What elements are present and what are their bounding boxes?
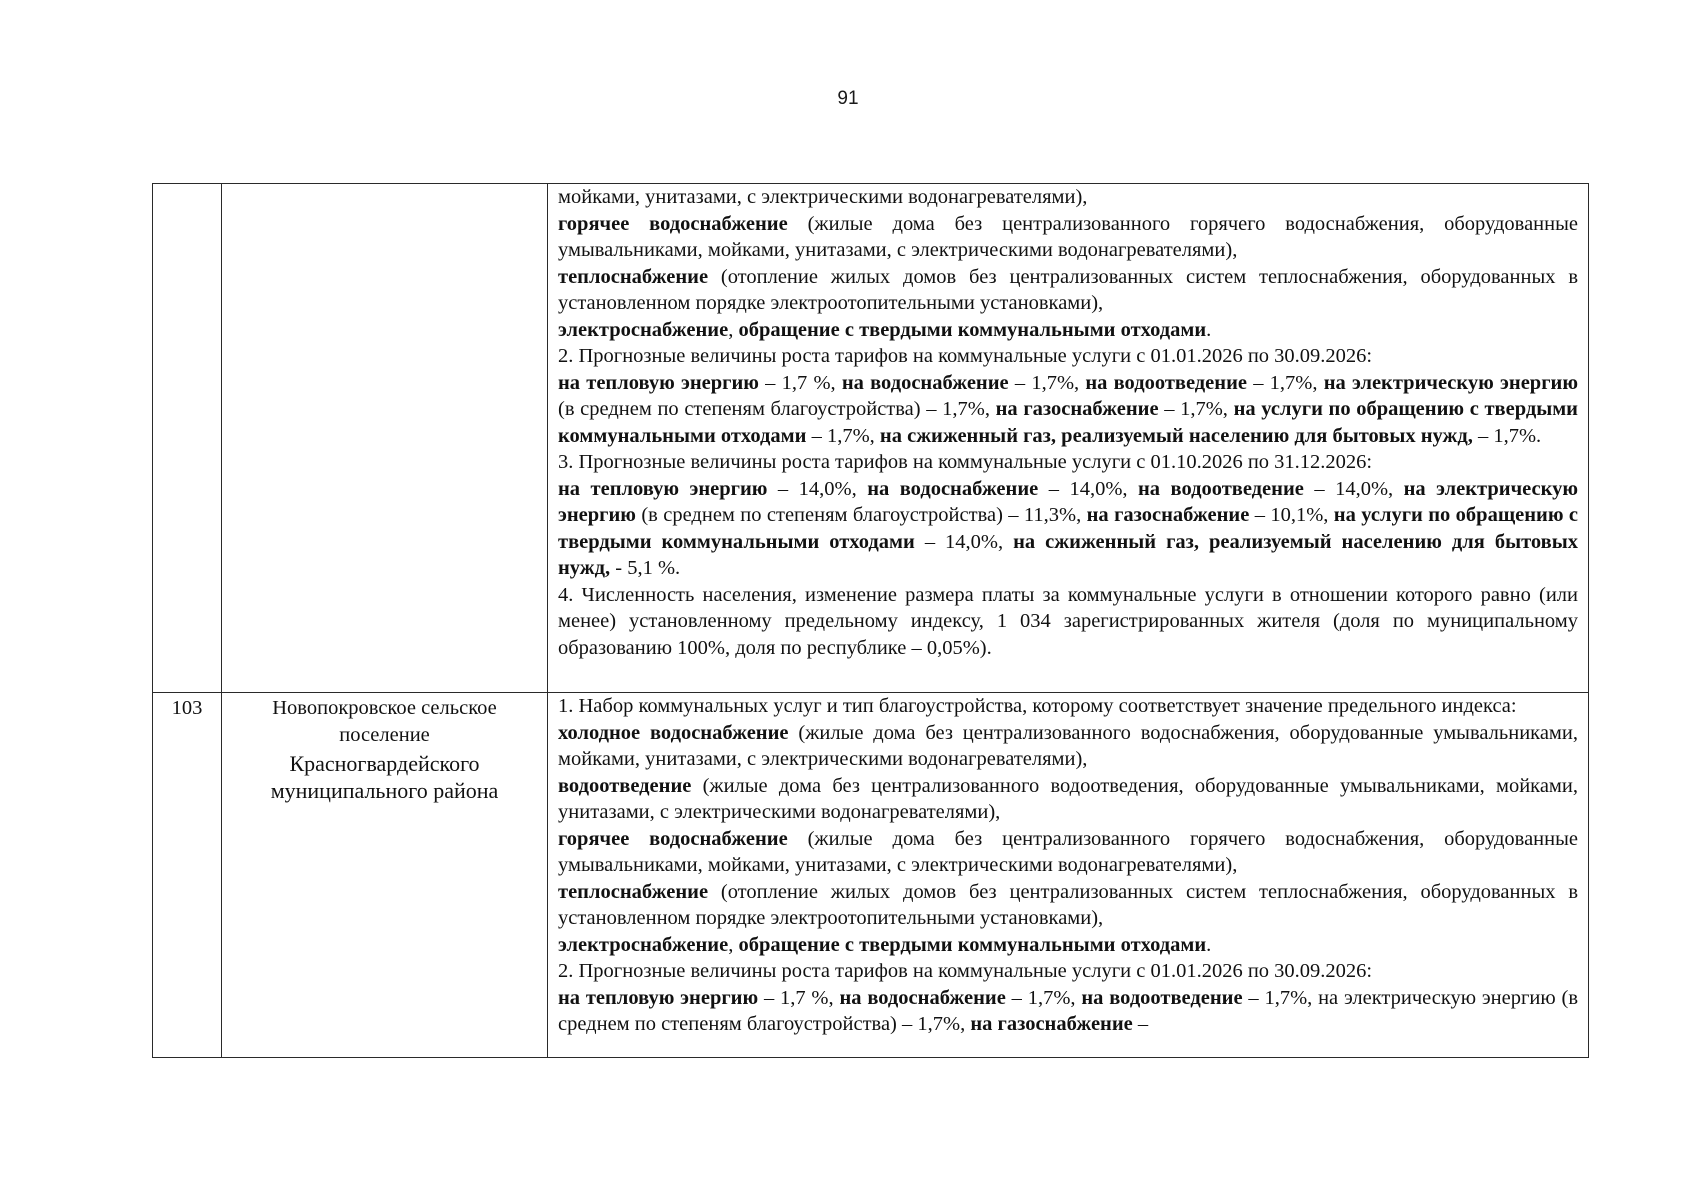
paragraph	[558, 773, 1578, 826]
text-run: – 1,7%,	[1008, 371, 1086, 394]
bold-text: на электрическую энергию	[558, 477, 1579, 526]
bold-text: на водоснабжение	[839, 986, 1006, 1009]
paragraph	[558, 184, 1578, 211]
row-number-cell: 103	[153, 693, 222, 1058]
municipality-district: Красногвардейского муниципального района	[270, 751, 499, 803]
bold-text: обращение с твердыми коммунальными отходами	[738, 318, 1207, 341]
text-run: 1. Набор коммунальных услуг и тип благоустройства, которому соответствует значение предельного индекса:	[558, 695, 1517, 717]
paragraph	[558, 211, 1578, 264]
text-run: (в среднем по степеням благоустройства) – 11,3%,	[635, 504, 1087, 526]
page-number: 91	[837, 88, 859, 109]
bold-text: водоотведение	[558, 774, 692, 797]
paragraph	[558, 264, 1578, 317]
bold-text: на тепловую энергию	[558, 986, 759, 1009]
text-run: – 1,7 %,	[758, 371, 842, 394]
text-run: (жилые дома без централизованного водоотведения, оборудованные умывальниками, мойками, унитазами, с электрическими водонагревателями),	[558, 774, 1578, 823]
text-run: .	[1206, 318, 1212, 341]
text-run: (отопление жилых домов без централизованных систем теплоснабжения, оборудованных в установленном порядке электроотопительными установками),	[558, 880, 1578, 929]
tariff-table	[152, 183, 1589, 1058]
text-run: (отопление жилых домов без централизованных систем теплоснабжения, оборудованных в установленном порядке электроотопительными установками),	[558, 265, 1578, 314]
paragraph	[558, 317, 1578, 344]
table-row	[153, 184, 1589, 693]
text-run: – 1,7 %,	[758, 986, 840, 1009]
bold-text: на сжиженный газ, реализуемый населению для бытовых нужд,	[879, 424, 1473, 447]
bold-text: на водоснабжение	[867, 477, 1039, 500]
bold-text: теплоснабжение	[558, 265, 709, 288]
municipality-cell	[222, 693, 548, 1058]
paragraph	[558, 985, 1578, 1038]
text-run: мойками, унитазами, с электрическими водонагревателями),	[558, 186, 1088, 208]
bold-text: обращение с твердыми коммунальными отходами	[738, 933, 1207, 956]
bold-text: на газоснабжение	[970, 1013, 1133, 1035]
text-run: – 1,7%,	[1005, 986, 1082, 1009]
text-run: – 14,0%,	[1303, 477, 1404, 500]
paragraph	[558, 449, 1578, 476]
text-run: 4. Численность населения, изменение размера платы за коммунальные услуги в отношении которого равно (или менее) установленному предельному индексу, 1 034 зарегистрированных жителя (доля по муниципальному образованию 100%, доля по республике – 0,05%).	[558, 583, 1578, 659]
bold-text: на услуги по обращению с твердыми коммунальными отходами	[558, 398, 1578, 447]
bold-text: холодное водоснабжение	[558, 721, 789, 744]
text-run: ,	[728, 318, 739, 341]
text-run: – 1,7%,	[1246, 371, 1324, 394]
text-run: .	[1206, 933, 1212, 956]
bold-text: на услуги по обращению с твердыми коммунальными отходами	[558, 504, 1578, 553]
bold-text: теплоснабжение	[558, 880, 709, 903]
text-run: – 1,7%,	[1158, 398, 1234, 420]
text-run: (жилые дома без централизованного горячего водоснабжения, оборудованные умывальниками, мойками, унитазами, с электрическими водонагревателями),	[558, 212, 1578, 261]
text-run: – 1,7%,	[1242, 986, 1319, 1009]
text-run: – 14,0%,	[914, 530, 1014, 553]
paragraph	[558, 693, 1578, 720]
table-row	[153, 693, 1589, 1058]
text-run: – 1,7%.	[1472, 424, 1542, 447]
bold-text: на водоотведение	[1085, 371, 1247, 394]
bold-text: на газоснабжение	[1086, 504, 1250, 526]
text-run: - 5,1 %.	[610, 557, 681, 579]
text-run: (жилые дома без централизованного горячего водоснабжения, оборудованные умывальниками, мойками, унитазами, с электрическими водонагревателями),	[558, 827, 1578, 876]
bold-text: на сжиженный газ, реализуемый населению для бытовых нужд,	[558, 530, 1578, 579]
bold-text: на водоотведение	[1138, 477, 1304, 500]
bold-text: на тепловую энергию	[558, 477, 768, 500]
paragraph	[558, 476, 1578, 582]
bold-text: на электрическую энергию	[1323, 371, 1578, 394]
text-run: ,	[728, 933, 739, 956]
bold-text: на тепловую энергию	[558, 371, 759, 394]
bold-text: горячее водоснабжение	[558, 827, 788, 850]
text-run: 3. Прогнозные величины роста тарифов на коммунальные услуги с 01.10.2026 по 31.12.2026:	[558, 451, 1373, 473]
text-run: – 10,1%,	[1249, 504, 1334, 526]
municipality-cell	[222, 184, 548, 693]
paragraph	[558, 370, 1578, 450]
bold-text: на водоотведение	[1081, 986, 1243, 1009]
bold-text: на газоснабжение	[995, 398, 1159, 420]
text-run: – 14,0%,	[1038, 477, 1138, 500]
row-number-cell	[153, 184, 222, 693]
text-run: 2. Прогнозные величины роста тарифов на коммунальные услуги с 01.01.2026 по 30.09.2026:	[558, 345, 1373, 367]
municipality-name: Новопокровское сельское поселение	[272, 697, 497, 746]
paragraph	[558, 343, 1578, 370]
paragraph	[558, 826, 1578, 879]
bold-text: горячее водоснабжение	[558, 212, 788, 235]
bold-text: на водоснабжение	[841, 371, 1009, 394]
paragraph	[558, 932, 1578, 959]
text-run: – 14,0%,	[767, 477, 868, 500]
bold-text: электроснабжение	[558, 933, 729, 956]
paragraph	[558, 879, 1578, 932]
description-cell	[548, 693, 1589, 1058]
paragraph	[558, 582, 1578, 662]
text-run: – 1,7%,	[806, 424, 880, 447]
text-run: на электрическую энергию (в среднем по степеням благоустройства) – 1,7%,	[558, 986, 1579, 1035]
bold-text: электроснабжение	[558, 318, 729, 341]
paragraph	[558, 720, 1578, 773]
paragraph	[558, 958, 1578, 985]
description-cell	[548, 184, 1589, 693]
text-run: –	[1132, 1013, 1149, 1035]
text-run: (в среднем по степеням благоустройства) – 1,7%,	[558, 398, 996, 420]
text-run: 2. Прогнозные величины роста тарифов на коммунальные услуги с 01.01.2026 по 30.09.2026:	[558, 960, 1373, 982]
text-run: (жилые дома без централизованного водоснабжения, оборудованные умывальниками, мойками, унитазами, с электрическими водонагревателями),	[558, 721, 1578, 770]
